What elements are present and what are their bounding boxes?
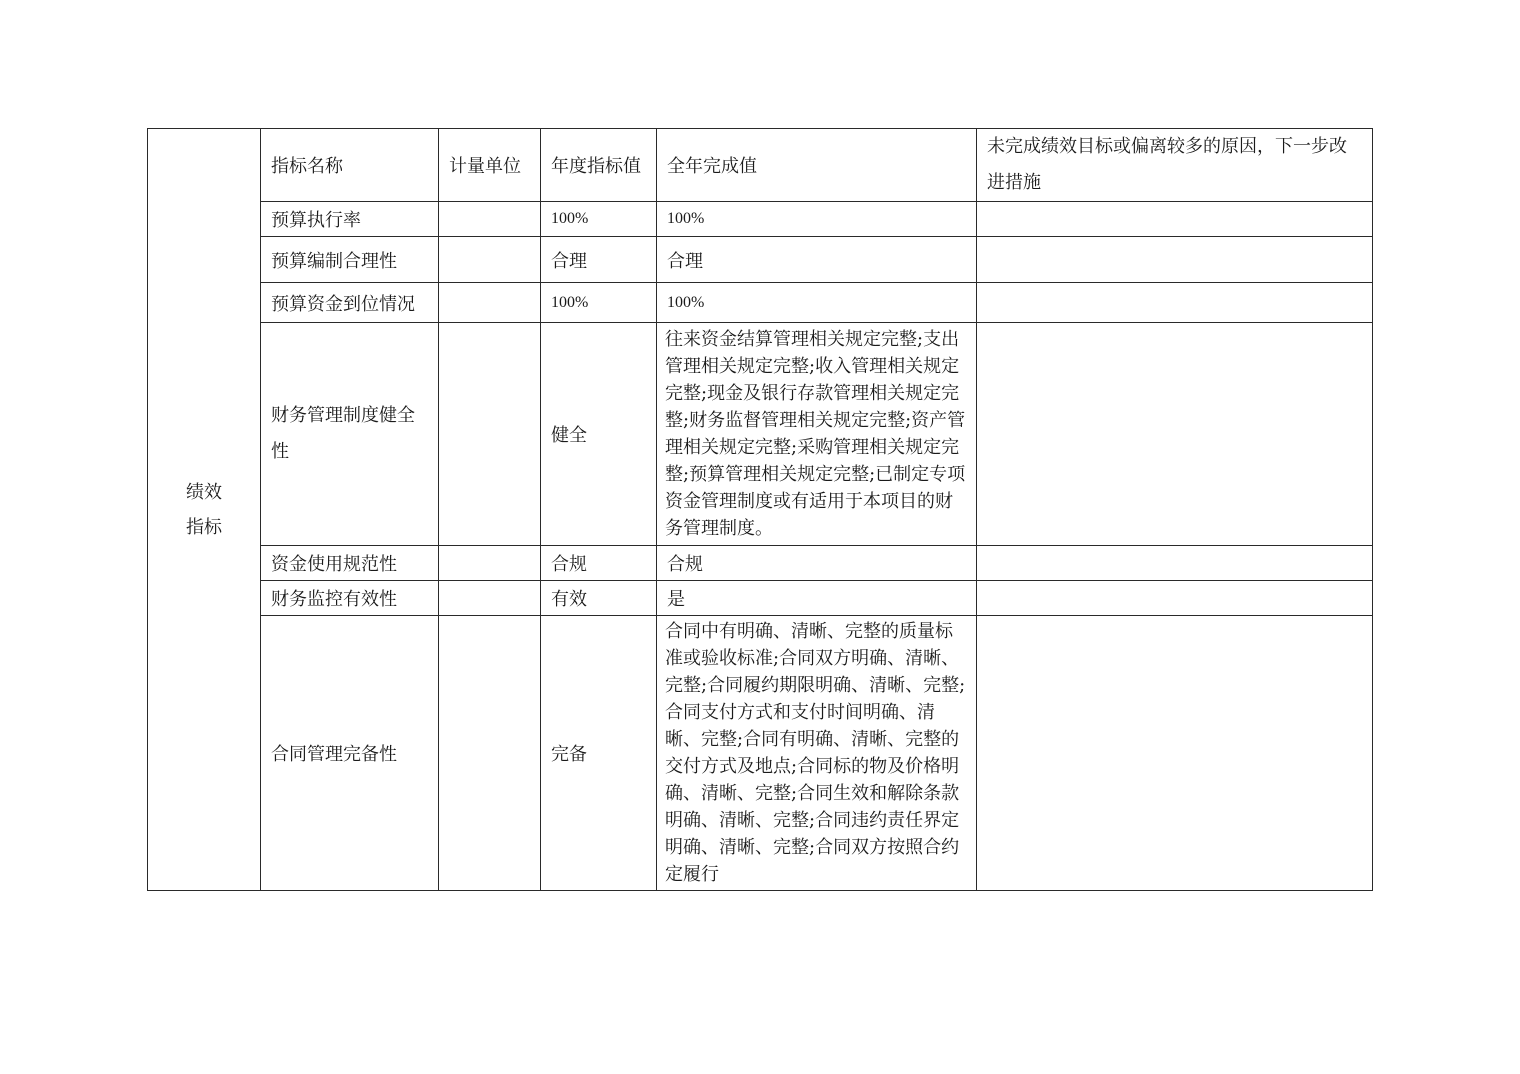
row-deviation-reason xyxy=(977,581,1373,616)
row-annual-target: 合理 xyxy=(541,237,657,283)
table-row xyxy=(148,323,1373,546)
row-annual-actual: 合规 xyxy=(657,546,977,581)
row-indicator-name: 财务监控有效性 xyxy=(261,581,439,616)
row-indicator-name: 预算资金到位情况 xyxy=(261,283,439,323)
header-annual-target: 年度指标值 xyxy=(541,129,657,202)
header-unit: 计量单位 xyxy=(439,129,541,202)
row-deviation-reason xyxy=(977,237,1373,283)
row-annual-target: 合规 xyxy=(541,546,657,581)
table-row xyxy=(148,546,1373,581)
row-annual-target: 100% xyxy=(541,283,657,323)
row-annual-actual: 往来资金结算管理相关规定完整;支出管理相关规定完整;收入管理相关规定完整;现金及银行存款管理相关规定完整;财务监督管理相关规定完整;资产管理相关规定完整;采购管理相关规定完整;预算管理相关规定完整;已制定专项资金管理制度或有适用于本项目的财务管理制度。 xyxy=(657,323,977,546)
row-annual-actual: 100% xyxy=(657,283,977,323)
table-row xyxy=(148,202,1373,237)
row-indicator-name: 预算编制合理性 xyxy=(261,237,439,283)
row-unit xyxy=(439,237,541,283)
row-annual-target: 100% xyxy=(541,202,657,237)
row-annual-actual: 合同中有明确、清晰、完整的质量标准或验收标准;合同双方明确、清晰、完整;合同履约期限明确、清晰、完整;合同支付方式和支付时间明确、清晰、完整;合同有明确、清晰、完整的交付方式及地点;合同标的物及价格明确、清晰、完整;合同生效和解除条款明确、清晰、完整;合同违约责任界定明确、清晰、完整;合同双方按照合约定履行 xyxy=(657,616,977,891)
row-unit xyxy=(439,546,541,581)
row-indicator-name: 合同管理完备性 xyxy=(261,616,439,891)
row-deviation-reason xyxy=(977,323,1373,546)
row-unit xyxy=(439,202,541,237)
table-row xyxy=(148,237,1373,283)
row-deviation-reason xyxy=(977,202,1373,237)
header-annual-actual: 全年完成值 xyxy=(657,129,977,202)
table-row xyxy=(148,283,1373,323)
row-unit xyxy=(439,581,541,616)
row-unit xyxy=(439,616,541,891)
row-deviation-reason xyxy=(977,616,1373,891)
row-annual-actual: 是 xyxy=(657,581,977,616)
row-indicator-name: 资金使用规范性 xyxy=(261,546,439,581)
row-annual-actual: 100% xyxy=(657,202,977,237)
row-annual-target: 有效 xyxy=(541,581,657,616)
header-indicator-name: 指标名称 xyxy=(261,129,439,202)
row-indicator-name: 预算执行率 xyxy=(261,202,439,237)
performance-indicator-table xyxy=(147,128,1373,891)
row-annual-actual: 合理 xyxy=(657,237,977,283)
category-cell: 绩效指标 xyxy=(148,129,261,891)
row-deviation-reason xyxy=(977,546,1373,581)
header-deviation-reason: 未完成绩效目标或偏离较多的原因，下一步改进措施 xyxy=(977,129,1373,202)
table-header-row xyxy=(148,129,1373,202)
row-unit xyxy=(439,323,541,546)
row-annual-target: 健全 xyxy=(541,323,657,546)
table-row xyxy=(148,581,1373,616)
row-deviation-reason xyxy=(977,283,1373,323)
table-row xyxy=(148,616,1373,891)
row-indicator-name: 财务管理制度健全性 xyxy=(261,323,439,546)
row-unit xyxy=(439,283,541,323)
row-annual-target: 完备 xyxy=(541,616,657,891)
